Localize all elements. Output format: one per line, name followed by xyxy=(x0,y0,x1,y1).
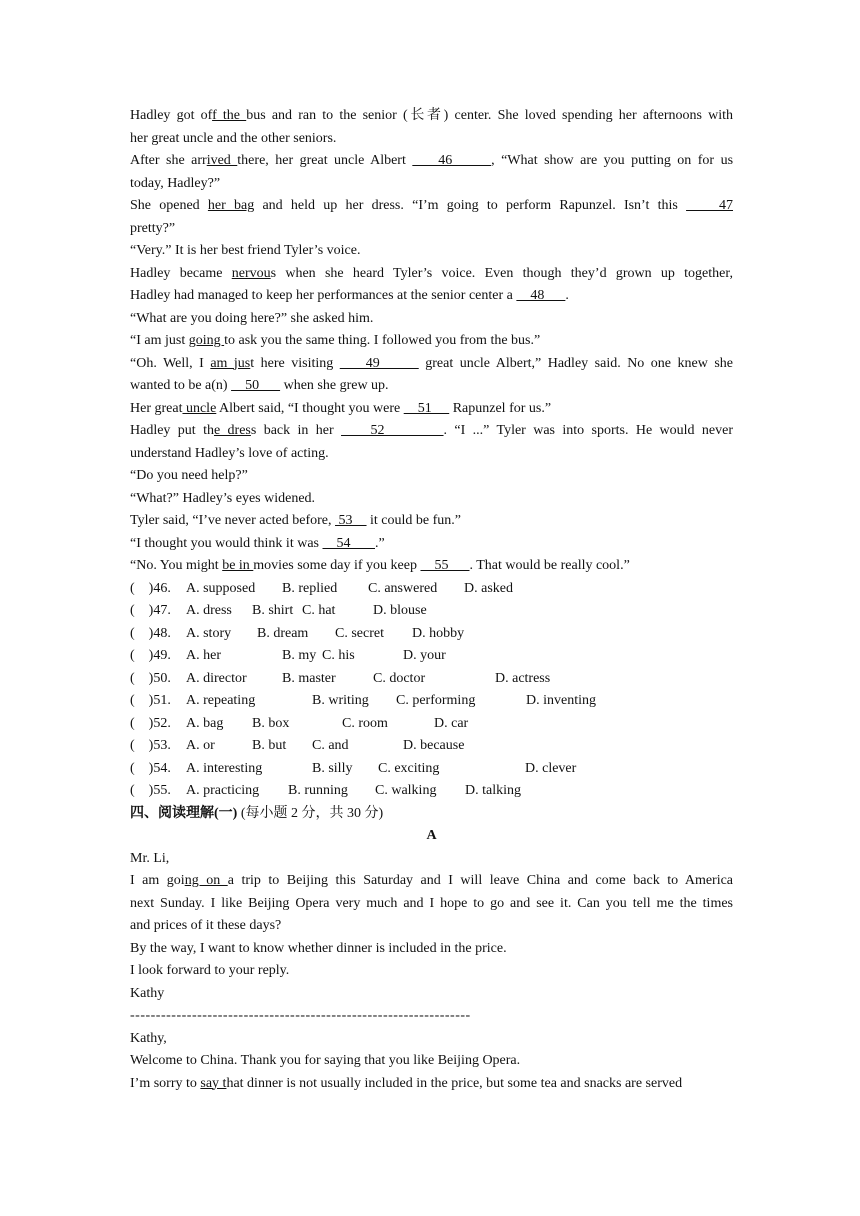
text-segment: Albert said, “I thought you were xyxy=(216,400,404,416)
answer-blank: 46 xyxy=(412,153,492,168)
text-line xyxy=(130,533,733,556)
text-line xyxy=(130,870,733,893)
answer-blank: 50 xyxy=(231,378,281,393)
text-line xyxy=(130,488,733,511)
reply-letter xyxy=(130,1028,733,1096)
answer-option: A. story xyxy=(186,625,232,641)
answer-option: C. answered xyxy=(368,580,438,596)
answer-blank: 47 xyxy=(686,198,733,213)
text-segment: hat dinner is not usually included in the price, but some tea and snacks are served xyxy=(226,1075,683,1091)
answer-option: C. secret xyxy=(335,625,384,641)
underlined-segment: f the xyxy=(212,108,247,123)
text-segment: “Oh. Well, I xyxy=(130,355,211,371)
answer-option: A. her xyxy=(186,648,221,663)
part-label: A xyxy=(426,828,437,843)
answer-option: D. car xyxy=(434,715,469,731)
answer-option: C. doctor xyxy=(373,670,426,686)
text-segment: and prices of it these days? xyxy=(130,918,282,933)
answer-option: D. blouse xyxy=(373,603,427,618)
underlined-segment: going xyxy=(188,333,225,348)
answer-blank: 52 xyxy=(341,423,444,438)
text-line xyxy=(130,555,733,578)
text-line xyxy=(130,443,733,466)
text-segment: Hadley became xyxy=(130,265,232,281)
answer-option: C. his xyxy=(322,648,355,663)
text-line xyxy=(130,960,733,983)
question-list xyxy=(130,578,733,803)
answer-option: C. and xyxy=(312,738,349,753)
question-number[interactable]: ( )49. xyxy=(130,648,171,663)
text-segment: I’m sorry to xyxy=(130,1075,201,1091)
answer-blank: 54 xyxy=(322,535,375,551)
text-line xyxy=(130,128,733,151)
text-segment: t here visiting xyxy=(250,355,340,371)
underlined-segment: nervou xyxy=(231,265,271,281)
answer-option: B. running xyxy=(288,783,348,798)
text-segment: and held up her dress. “I’m going to perform Rapunzel. Isn’t this xyxy=(254,198,687,213)
text-line xyxy=(130,173,733,196)
text-segment: there, her great uncle Albert xyxy=(237,153,413,168)
text-segment: great uncle Albert,” Hadley said. No one knew she xyxy=(418,355,734,371)
answer-option: A. interesting xyxy=(186,760,263,776)
answer-option: B. shirt xyxy=(252,603,294,618)
answer-option: A. bag xyxy=(186,715,224,731)
text-line xyxy=(130,150,733,173)
question-number[interactable]: ( )53. xyxy=(130,738,171,753)
answer-option: D. actress xyxy=(495,670,551,686)
question-number[interactable]: ( )55. xyxy=(130,783,171,798)
question-number[interactable]: ( )50. xyxy=(130,670,171,686)
text-segment: Hadley got of xyxy=(130,108,213,123)
text-line xyxy=(130,330,733,353)
text-line xyxy=(130,465,733,488)
answer-blank: 55 xyxy=(420,558,470,573)
answer-option: C. room xyxy=(342,715,388,731)
text-segment: Hadley put th xyxy=(130,423,214,438)
text-segment: “I thought you would think it was xyxy=(130,535,323,551)
question-number[interactable]: ( )46. xyxy=(130,580,171,596)
text-segment: bus and ran to the senior (长者) center. She loved spending her afternoons with xyxy=(246,108,733,123)
answer-option: A. or xyxy=(186,738,215,753)
text-segment: “Very.” It is her best friend Tyler’s voice. xyxy=(130,243,361,258)
answer-option: B. master xyxy=(282,670,336,686)
text-line xyxy=(130,195,733,218)
underlined-segment: her bag xyxy=(207,198,255,213)
text-segment: Tyler said, “I’ve never acted before, xyxy=(130,513,336,528)
text-line xyxy=(130,420,733,443)
text-line xyxy=(130,375,733,398)
answer-option: A. practicing xyxy=(186,783,260,798)
answer-option: B. my xyxy=(282,648,317,663)
question-row xyxy=(130,600,733,623)
text-segment: Welcome to China. Thank you for saying that you like Beijing Opera. xyxy=(130,1053,521,1068)
text-line xyxy=(130,915,733,938)
answer-option: A. repeating xyxy=(186,693,256,708)
answer-option: A. supposed xyxy=(186,580,256,596)
question-number[interactable]: ( )47. xyxy=(130,603,171,618)
text-line xyxy=(130,893,733,916)
answer-option: B. silly xyxy=(312,760,353,776)
text-segment: . That would be really cool.” xyxy=(469,558,630,573)
underlined-segment: ived xyxy=(206,153,238,168)
text-line xyxy=(130,263,733,286)
text-segment: By the way, I want to know whether dinner is included in the price. xyxy=(130,940,507,956)
answer-option: C. exciting xyxy=(378,760,440,776)
text-segment: I am goi xyxy=(130,873,185,888)
answer-option: D. clever xyxy=(525,760,577,776)
answer-option: D. talking xyxy=(465,783,521,798)
text-segment: wanted to be a(n) xyxy=(130,378,232,393)
question-number[interactable]: ( )54. xyxy=(130,760,171,776)
answer-option: B. dream xyxy=(257,625,309,641)
question-number[interactable]: ( )51. xyxy=(130,693,171,708)
text-line xyxy=(130,105,733,128)
text-segment: next Sunday. I like Beijing Opera very much and I hope to go and see it. Can you tell me the times xyxy=(130,895,733,911)
text-segment: After she arr xyxy=(130,153,207,168)
text-segment: pretty?” xyxy=(130,220,176,236)
text-segment: . “I ...” Tyler was into sports. He would never xyxy=(443,423,733,438)
cloze-passage xyxy=(130,105,733,578)
answer-option: A. dress xyxy=(186,603,232,618)
underlined-segment: say t xyxy=(200,1075,227,1091)
text-segment: Mr. Li, xyxy=(130,850,170,866)
text-segment: Her great xyxy=(130,400,183,416)
answer-option: D. asked xyxy=(464,580,513,596)
text-segment: to ask you the same thing. I followed you from the bus.” xyxy=(224,333,541,348)
question-row xyxy=(130,668,733,691)
text-line xyxy=(130,218,733,241)
text-segment: Kathy xyxy=(130,985,165,1001)
question-row xyxy=(130,758,733,781)
text-segment: Hadley had managed to keep her performances at the senior center a xyxy=(130,288,517,303)
text-line xyxy=(130,510,733,533)
question-row xyxy=(130,735,733,758)
text-segment: Rapunzel for us.” xyxy=(449,400,552,416)
text-line xyxy=(130,308,733,331)
text-segment: her great uncle and the other seniors. xyxy=(130,130,337,146)
divider-line: ------------------------------------------------------------------ xyxy=(130,1008,471,1023)
text-line xyxy=(130,1073,733,1096)
answer-option: D. inventing xyxy=(526,693,596,708)
underlined-segment: e dres xyxy=(213,423,251,438)
text-segment: when she grew up. xyxy=(280,378,389,393)
text-line xyxy=(130,983,733,1006)
answer-option: B. box xyxy=(252,715,290,731)
text-segment: I look forward to your reply. xyxy=(130,963,290,978)
underlined-segment: uncle xyxy=(182,400,217,416)
underlined-segment: am jus xyxy=(210,355,251,371)
answer-option: B. writing xyxy=(312,693,369,708)
text-line xyxy=(130,848,733,871)
text-segment: . xyxy=(565,288,569,303)
text-segment: “What?” Hadley’s eyes widened. xyxy=(130,490,316,506)
section-heading: 四、阅读理解(一) (每小题 2 分，共 30 分) xyxy=(130,805,384,821)
text-line xyxy=(130,1028,733,1051)
question-number[interactable]: ( )52. xyxy=(130,715,171,731)
text-segment: a trip to Beijing this Saturday and I will leave China and come back to America xyxy=(227,873,734,888)
answer-option: D. hobby xyxy=(412,625,465,641)
text-segment: s back in her xyxy=(250,423,342,438)
text-line xyxy=(130,353,733,376)
question-row xyxy=(130,690,733,713)
text-segment: today, Hadley?” xyxy=(130,175,221,191)
answer-option: D. because xyxy=(403,738,465,753)
text-segment: Kathy, xyxy=(130,1030,167,1046)
answer-blank: 51 xyxy=(403,400,450,416)
text-line xyxy=(130,938,733,961)
question-row xyxy=(130,645,733,668)
text-segment: “Do you need help?” xyxy=(130,468,248,483)
text-segment: movies some day if you keep xyxy=(253,558,421,573)
answer-option: C. hat xyxy=(302,603,336,618)
document-page xyxy=(130,105,733,1095)
underlined-segment: ng on xyxy=(184,873,228,888)
question-row xyxy=(130,578,733,601)
answer-option: A. director xyxy=(186,670,247,686)
text-segment: it could be fun.” xyxy=(366,513,462,528)
question-number[interactable]: ( )48. xyxy=(130,625,171,641)
text-line xyxy=(130,398,733,421)
answer-option: C. walking xyxy=(375,783,437,798)
question-row xyxy=(130,780,733,803)
question-row xyxy=(130,623,733,646)
answer-option: B. but xyxy=(252,738,287,753)
question-row xyxy=(130,713,733,736)
answer-blank: 48 xyxy=(516,288,566,303)
letter-from-kathy xyxy=(130,848,733,1006)
text-segment: , “What show are you putting on for us xyxy=(491,153,734,168)
answer-option: B. replied xyxy=(282,580,338,596)
text-segment: .” xyxy=(375,535,385,551)
answer-blank: 49 xyxy=(339,355,419,371)
text-segment: “What are you doing here?” she asked him. xyxy=(130,310,374,326)
answer-blank: 53 xyxy=(335,513,367,528)
text-line xyxy=(130,240,733,263)
text-segment: “I am just xyxy=(130,333,189,348)
text-segment: She opened xyxy=(130,198,208,213)
underlined-segment: be in xyxy=(222,558,254,573)
answer-option: D. your xyxy=(403,648,446,663)
text-line xyxy=(130,285,733,308)
answer-option: C. performing xyxy=(396,693,476,708)
text-line xyxy=(130,1050,733,1073)
text-segment: s when she heard Tyler’s voice. Even though they’d grown up together, xyxy=(270,265,733,281)
text-segment: “No. You might xyxy=(130,558,223,573)
text-segment: understand Hadley’s love of acting. xyxy=(130,445,329,461)
